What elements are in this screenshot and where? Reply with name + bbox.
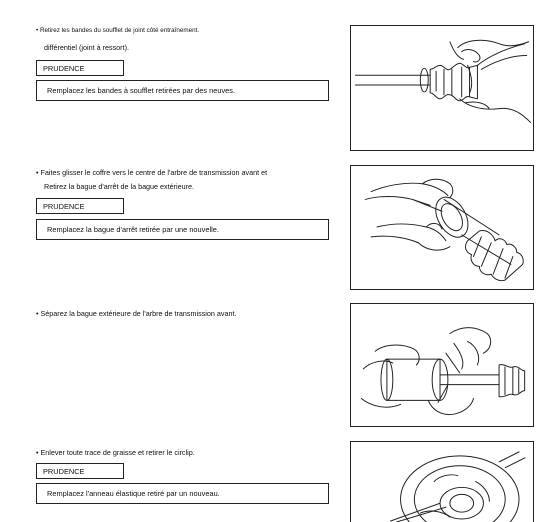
step-3-line-1: • Séparez la bague extérieure de l'arbre de transmission avant.: [36, 309, 237, 318]
caution-label-1: PRUDENCE: [36, 60, 124, 76]
caution-note-4: Remplacez l'anneau élastique retiré par un nouveau.: [36, 483, 329, 504]
illustration-stop-ring-removal: [350, 165, 534, 290]
caution-label-2: PRUDENCE: [36, 198, 124, 214]
illustration-outer-race-separation: [350, 303, 534, 427]
step-2-line-1: • Faites glisser le coffre vers le centre de l'arbre de transmission avant et: [36, 168, 268, 177]
step-2-line-2: Retirez la bague d'arrêt de la bague extérieure.: [44, 182, 195, 191]
caution-note-2: Remplacez la bague d'arrêt retirée par une nouvelle.: [36, 219, 329, 240]
illustration-circlip-removal: [350, 441, 534, 522]
step-4-line-1: • Enlever toute trace de graisse et retirer le circlip.: [36, 448, 195, 457]
step-1-line-1: • Retirez les bandes du soufflet de joint côté entraînement.: [36, 27, 200, 34]
caution-label-4: PRUDENCE: [36, 463, 124, 479]
caution-note-1: Remplacez les bandes à soufflet retirées par des neuves.: [36, 80, 329, 101]
step-1-line-2: différentiel (joint à ressort).: [44, 43, 129, 52]
illustration-boot-band-removal: [350, 25, 534, 151]
